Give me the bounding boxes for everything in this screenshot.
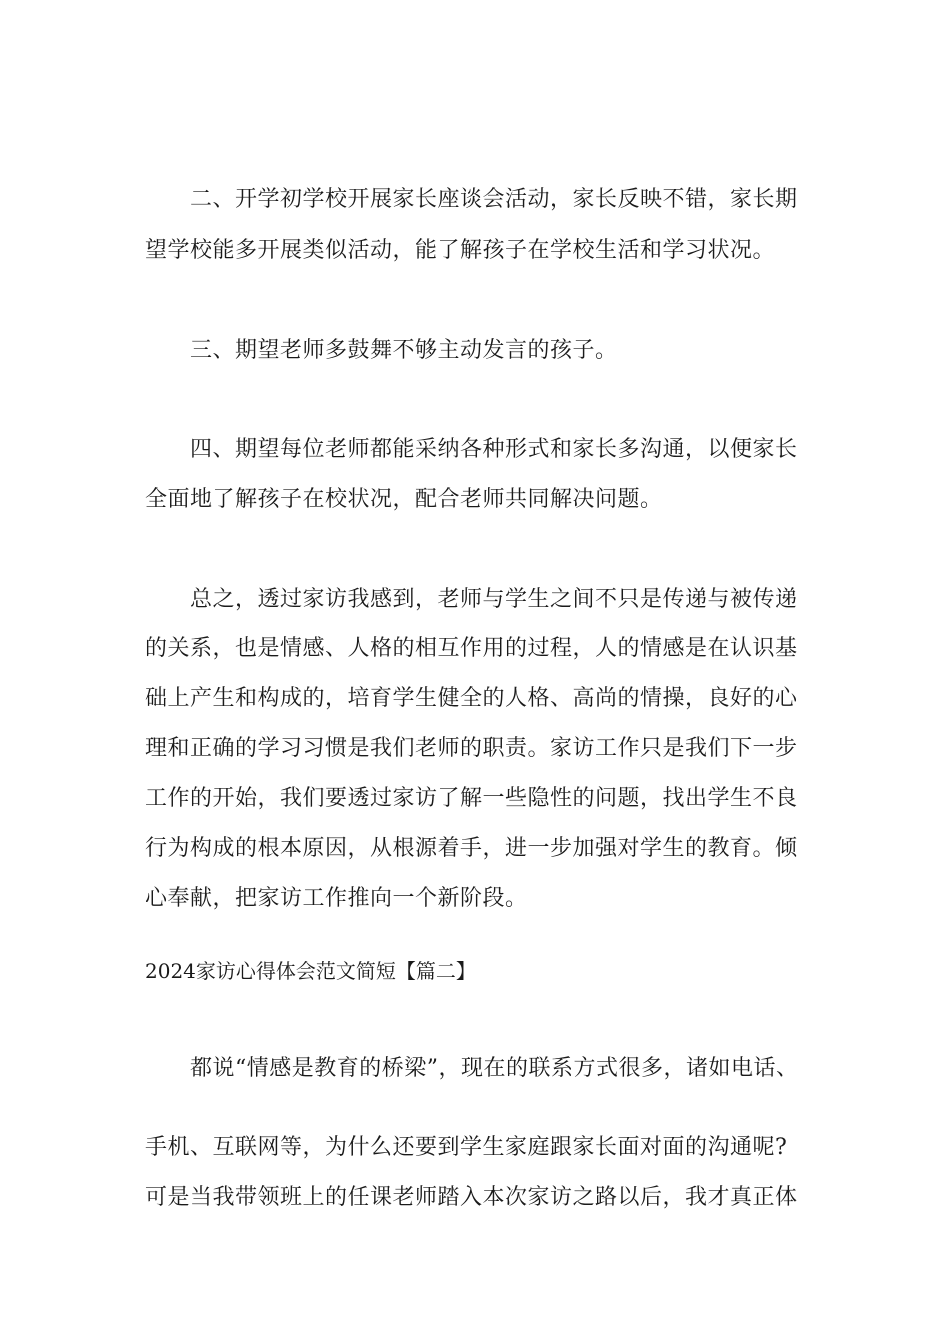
paragraph-2-line-1: 二、开学初学校开展家长座谈会活动，家长反映不错，家长期 <box>190 187 798 212</box>
paragraph-3-line-1: 三、期望老师多鼓舞不够主动发言的孩子。 <box>190 338 618 363</box>
summary-line-4: 理和正确的学习习惯是我们老师的职责。家访工作只是我们下一步 <box>145 736 798 761</box>
summary-line-2: 的关系，也是情感、人格的相互作用的过程，人的情感是在认识基 <box>145 636 798 661</box>
paragraph-4-line-2: 全面地了解孩子在校状况，配合老师共同解决问题。 <box>145 487 663 512</box>
summary-line-5: 工作的开始，我们要透过家访了解一些隐性的问题，找出学生不良 <box>145 786 798 811</box>
summary-line-7: 心奉献，把家访工作推向一个新阶段。 <box>145 886 528 911</box>
summary-line-3: 础上产生和构成的，培育学生健全的人格、高尚的情操，良好的心 <box>145 686 798 711</box>
final-paragraph-line-3: 可是当我带领班上的任课老师踏入本次家访之路以后，我才真正体 <box>145 1185 798 1210</box>
section-heading: 2024家访心得体会范文简短【篇二】 <box>145 959 476 983</box>
paragraph-4-line-1: 四、期望每位老师都能采纳各种形式和家长多沟通，以便家长 <box>190 437 798 462</box>
final-paragraph-line-1: 都说“情感是教育的桥梁”，现在的联系方式很多，诸如电话、 <box>190 1056 799 1081</box>
summary-line-6: 行为构成的根本原因，从根源着手，进一步加强对学生的教育。倾 <box>145 836 798 861</box>
final-paragraph-line-2: 手机、互联网等，为什么还要到学生家庭跟家长面对面的沟通呢? <box>145 1135 788 1160</box>
paragraph-2-line-2: 望学校能多开展类似活动，能了解孩子在学校生活和学习状况。 <box>145 238 776 263</box>
summary-line-1: 总之，透过家访我感到，老师与学生之间不只是传递与被传递 <box>190 587 798 612</box>
